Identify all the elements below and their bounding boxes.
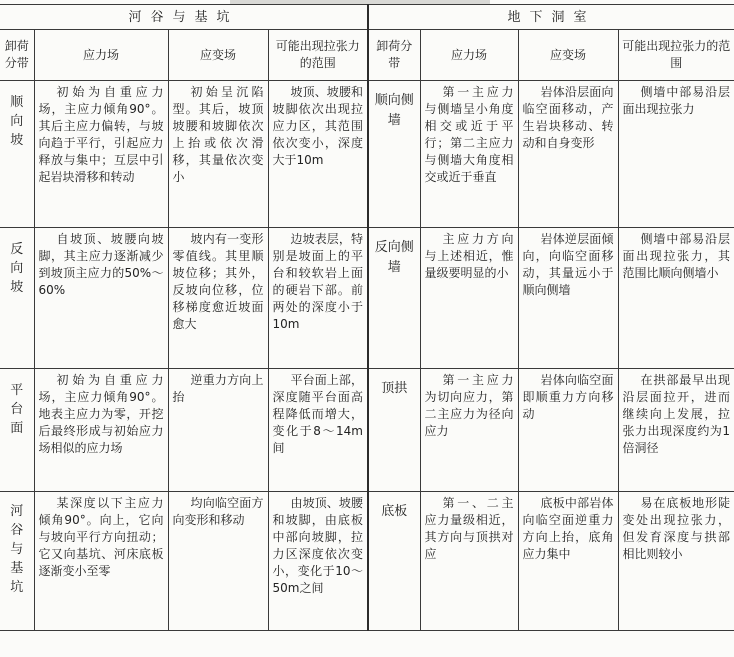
tension-cell-right: 侧墙中部易沿层面出现拉张力	[618, 81, 734, 228]
zone-cell-right: 底板	[368, 492, 420, 631]
tension-cell-right: 在拱部最早出现沿层面拉开，进而继续向上发展，拉张力出现深度约为1倍洞径	[618, 369, 734, 492]
col-header-tension-left: 可能出现拉张力的范围	[268, 30, 368, 81]
col-header-strain-right: 应变场	[518, 30, 618, 81]
strain-cell: 均向临空面方向变形和移动	[168, 492, 268, 631]
stress-cell: 自坡顶、坡腰向坡脚，其主应力逐渐减少到坡顶主应力的50%～60%	[34, 228, 168, 369]
strain-cell-right: 岩体逆层面倾向，向临空面移动，其量远小于顺向侧墙	[518, 228, 618, 369]
table-row	[0, 81, 734, 228]
strain-cell-right: 岩体向临空面即顺重力方向移动	[518, 369, 618, 492]
stress-cell-right: 第一主应力与侧墙呈小角度相交或近于平行；第二主应力与侧墙大角度相交或近于垂直	[420, 81, 518, 228]
stress-cell: 初始为自重应力场，主应力倾角90°。其后主应力偏转，与坡向趋于平行，引起应力释放与集中；互层中引起岩块滑移和转动	[34, 81, 168, 228]
tension-cell: 边坡表层，特别是坡面上的平台和较软岩上面的硬岩下部。前两处的深度小于10m	[268, 228, 368, 369]
stress-cell-right: 主应力方向与上述相近，惟量级要明显的小	[420, 228, 518, 369]
col-header-stress-left: 应力场	[34, 30, 168, 81]
stress-cell-right: 第一主应力为切向应力，第二主应力为径向应力	[420, 369, 518, 492]
col-header-stress-right: 应力场	[420, 30, 518, 81]
tension-cell: 由坡顶、坡腰和坡脚，由底板中部向坡脚，拉力区深度依次变小，变化于10～50m之间	[268, 492, 368, 631]
stress-cell-right: 第一、二主应力量级相近，其方向与顶拱对应	[420, 492, 518, 631]
col-header-zone-right: 卸荷分带	[368, 30, 420, 81]
table-row	[0, 492, 734, 631]
zone-cell: 顺向坡	[0, 81, 34, 228]
tension-cell-right: 侧墙中部易沿层面出现拉张力，其范围比顺向侧墙小	[618, 228, 734, 369]
col-header-strain-left: 应变场	[168, 30, 268, 81]
col-header-tension-right: 可能出现拉张力的范围	[618, 30, 734, 81]
group-header-valley: 河谷与基坑	[0, 5, 368, 30]
tension-cell: 坡顶、坡腰和坡脚依次出现拉应力区，其范围依次变小，深度大于10m	[268, 81, 368, 228]
stress-cell: 初始为自重应力场，主应力倾角90°。地表主应力为零，开挖后最终形成与初始应力场相似的应力场	[34, 369, 168, 492]
strain-cell-right: 底板中部岩体向临空面逆重力方向上抬，底角应力集中	[518, 492, 618, 631]
group-header-row	[0, 5, 734, 30]
table-row	[0, 228, 734, 369]
zone-cell-right: 顺向侧墙	[368, 81, 420, 228]
col-header-zone-left: 卸荷分带	[0, 30, 34, 81]
strain-cell: 初始呈沉陷型。其后，坡顶坡腰和坡脚依次上抬或依次滑移，其量依次变小	[168, 81, 268, 228]
table-row	[0, 369, 734, 492]
group-header-underground: 地下洞室	[368, 5, 734, 30]
zone-cell: 河谷与基坑	[0, 492, 34, 631]
zone-cell-right: 反向侧墙	[368, 228, 420, 369]
tension-cell-right: 易在底板地形陡变处出现拉张力，但发育深度与拱部相比则较小	[618, 492, 734, 631]
column-header-row	[0, 30, 734, 81]
stress-cell: 某深度以下主应力倾角90°。向上，它向与坡向平行方向扭动；它又向基坑、河床底板逐渐变小至零	[34, 492, 168, 631]
unloading-zone-table	[0, 4, 734, 631]
zone-cell: 平台面	[0, 369, 34, 492]
zone-cell: 反向坡	[0, 228, 34, 369]
strain-cell: 坡内有一变形零值线。其里顺坡位移；其外，反坡向位移，位移梯度愈近坡面愈大	[168, 228, 268, 369]
zone-cell-right: 顶拱	[368, 369, 420, 492]
tension-cell: 平台面上部，深度随平台面高程降低而增大，变化于8～14m间	[268, 369, 368, 492]
strain-cell: 逆重力方向上抬	[168, 369, 268, 492]
strain-cell-right: 岩体沿层面向临空面移动，产生岩块移动、转动和自身变形	[518, 81, 618, 228]
